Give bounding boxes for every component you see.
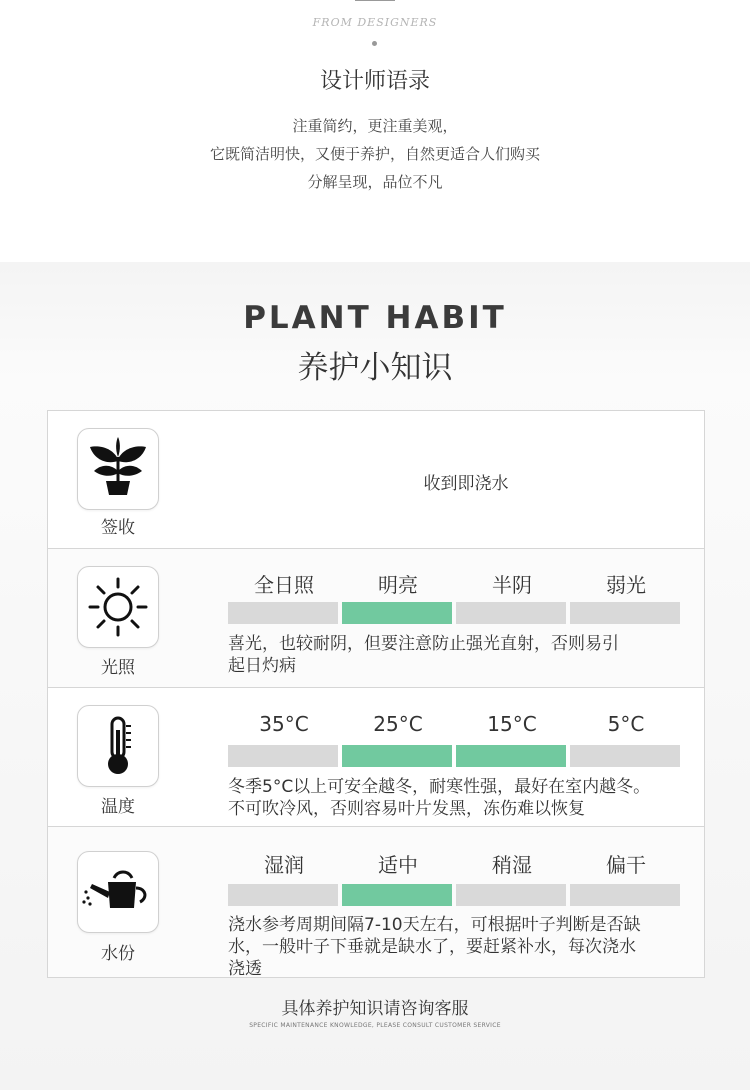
option-label: 35°C xyxy=(259,712,309,736)
care-knowledge-title: 养护小知识 xyxy=(297,350,453,386)
row-label: 光照 xyxy=(101,658,135,678)
water-level-bars xyxy=(228,884,684,906)
care-row-temperature xyxy=(48,688,704,827)
potted-plant-icon xyxy=(77,428,159,510)
desc-line: 浇水参考周期间隔7-10天左右，可根据叶子判断是否缺 xyxy=(228,915,641,935)
top-divider xyxy=(355,0,395,1)
option-label: 偏干 xyxy=(606,853,646,877)
temperature-level-bars xyxy=(228,745,684,767)
option-label: 5°C xyxy=(607,712,645,736)
level-bar xyxy=(456,884,566,906)
desc-line: 冬季5°C以上可安全越冬，耐寒性强，最好在室内越冬。 xyxy=(228,777,651,797)
light-options xyxy=(228,569,684,599)
option-label: 适中 xyxy=(378,853,418,877)
water-description xyxy=(228,914,698,980)
plant-habit-title: PLANT HABIT xyxy=(243,300,507,336)
option-label: 稍湿 xyxy=(492,853,532,877)
level-bar xyxy=(228,602,338,624)
level-bar xyxy=(228,745,338,767)
level-bar xyxy=(570,745,680,767)
desc-line: 起日灼病 xyxy=(228,656,296,676)
level-bar xyxy=(456,745,566,767)
quote-title: 设计师语录 xyxy=(319,69,430,94)
water-options xyxy=(228,849,684,879)
contact-note: 具体养护知识请咨询客服 xyxy=(281,999,469,1019)
care-table xyxy=(47,410,705,978)
care-row-receipt xyxy=(48,411,704,549)
quote-line: 注重简约，更注重美观， xyxy=(292,117,458,135)
option-label: 15°C xyxy=(487,712,537,736)
care-row-water xyxy=(48,827,704,977)
contact-note-english: SPECIFIC MAINTENANCE KNOWLEDGE, PLEASE CONSULT CUSTOMER SERVICE xyxy=(249,1022,501,1029)
option-label: 明亮 xyxy=(378,573,418,597)
desc-line: 喜光，也较耐阴，但要注意防止强光直射，否则易引 xyxy=(228,634,619,654)
desc-line: 浇透 xyxy=(228,959,262,979)
from-designers-label: FROM DESIGNERS xyxy=(312,16,438,29)
level-bar xyxy=(228,884,338,906)
option-label: 全日照 xyxy=(254,573,314,597)
sun-icon xyxy=(77,566,159,648)
row-label: 水份 xyxy=(101,944,135,964)
divider-dot xyxy=(372,41,377,46)
level-bar xyxy=(456,602,566,624)
desc-line: 不可吹冷风，否则容易叶片发黑，冻伤难以恢复 xyxy=(228,799,585,819)
option-label: 湿润 xyxy=(264,853,304,877)
option-label: 半阴 xyxy=(492,573,532,597)
temperature-description xyxy=(228,776,698,820)
row-label: 温度 xyxy=(101,797,135,817)
quote-text xyxy=(0,112,750,196)
level-bar xyxy=(342,745,452,767)
level-bar xyxy=(570,602,680,624)
receipt-instruction: 收到即浇水 xyxy=(423,474,509,494)
desc-line: 水，一般叶子下垂就是缺水了，要赶紧补水，每次浇水 xyxy=(228,937,636,957)
quote-line: 分解呈现，品位不凡 xyxy=(307,173,443,191)
level-bar xyxy=(342,602,452,624)
level-bar xyxy=(342,884,452,906)
option-label: 25°C xyxy=(373,712,423,736)
thermometer-icon xyxy=(77,705,159,787)
row-label: 签收 xyxy=(101,518,135,538)
watering-can-icon xyxy=(77,851,159,933)
temperature-options xyxy=(228,712,684,742)
light-description xyxy=(228,633,698,677)
quote-line: 它既简洁明快，又便于养护，自然更适合人们购买 xyxy=(209,145,540,163)
light-level-bars xyxy=(228,602,684,624)
level-bar xyxy=(570,884,680,906)
care-row-light xyxy=(48,549,704,688)
option-label: 弱光 xyxy=(606,573,646,597)
